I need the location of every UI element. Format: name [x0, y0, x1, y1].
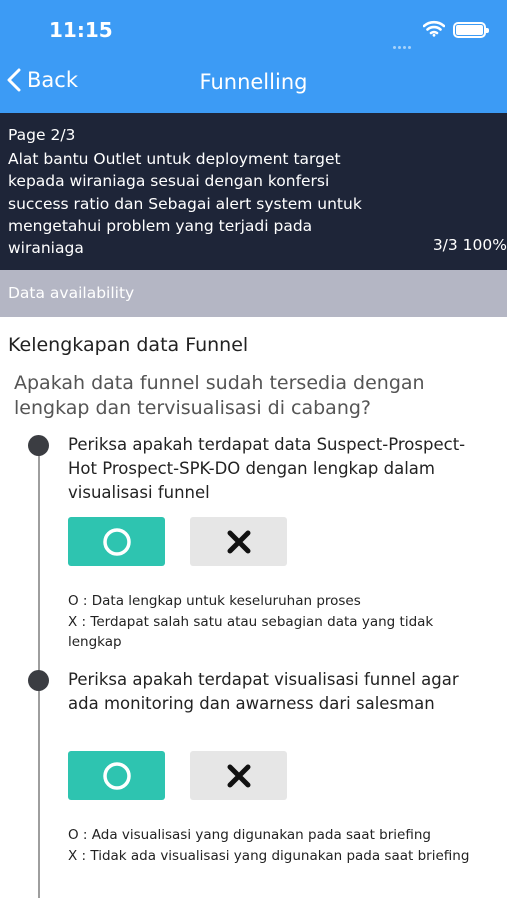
- status-time: 11:15: [49, 18, 113, 42]
- page-indicator: Page 2/3: [8, 126, 76, 144]
- option-x-button[interactable]: [190, 751, 287, 800]
- option-o-button[interactable]: [68, 517, 165, 566]
- note-o: O : Data lengkap untuk keseluruhan proses: [68, 593, 361, 609]
- cross-icon: [227, 530, 251, 554]
- question-text: Apakah data funnel sudah tersedia dengan lengkap dan tervisualisasi di cabang?: [14, 372, 425, 419]
- back-label: Back: [27, 68, 78, 92]
- note-o: O : Ada visualisasi yang digunakan pada saat briefing: [68, 827, 431, 843]
- app-header: [0, 0, 507, 113]
- checklist-item-text: Periksa apakah terdapat data Suspect-Prospect-Hot Prospect-SPK-DO dengan lengkap dalam visualisasi funnel: [68, 435, 466, 502]
- option-x-button[interactable]: [190, 517, 287, 566]
- circle-icon: [102, 527, 132, 557]
- section-header: [0, 270, 507, 317]
- battery-icon: [453, 22, 486, 38]
- info-panel: [0, 113, 507, 270]
- circle-icon: [102, 761, 132, 791]
- option-notes: [68, 591, 488, 653]
- option-notes: [68, 825, 488, 866]
- checklist-item-text: Periksa apakah terdapat visualisasi funnel agar ada monitoring dan awarness dari salesman: [68, 670, 459, 713]
- note-x: X : Terdapat salah satu atau sebagian data yang tidak lengkap: [68, 613, 434, 650]
- cross-icon: [227, 764, 251, 788]
- page-title: Funnelling: [199, 70, 308, 94]
- info-description: Alat bantu Outlet untuk deployment target kepada wiraniaga sesuai dengan konfersi success ratio dan Sebagai alert system untuk mengetahui problem yang terjadi pada wiraniaga: [8, 150, 362, 258]
- signal-icon: [393, 34, 417, 38]
- timeline-bullet: [28, 670, 49, 691]
- category-title: Kelengkapan data Funnel: [8, 334, 249, 356]
- progress-text: 3/3 100%: [432, 236, 507, 254]
- note-x: X : Tidak ada visualisasi yang digunakan pada saat briefing: [68, 847, 470, 864]
- option-o-button[interactable]: [68, 751, 165, 800]
- section-title: Data availability: [8, 284, 135, 302]
- wifi-icon: [423, 20, 445, 37]
- timeline-bullet: [28, 435, 49, 456]
